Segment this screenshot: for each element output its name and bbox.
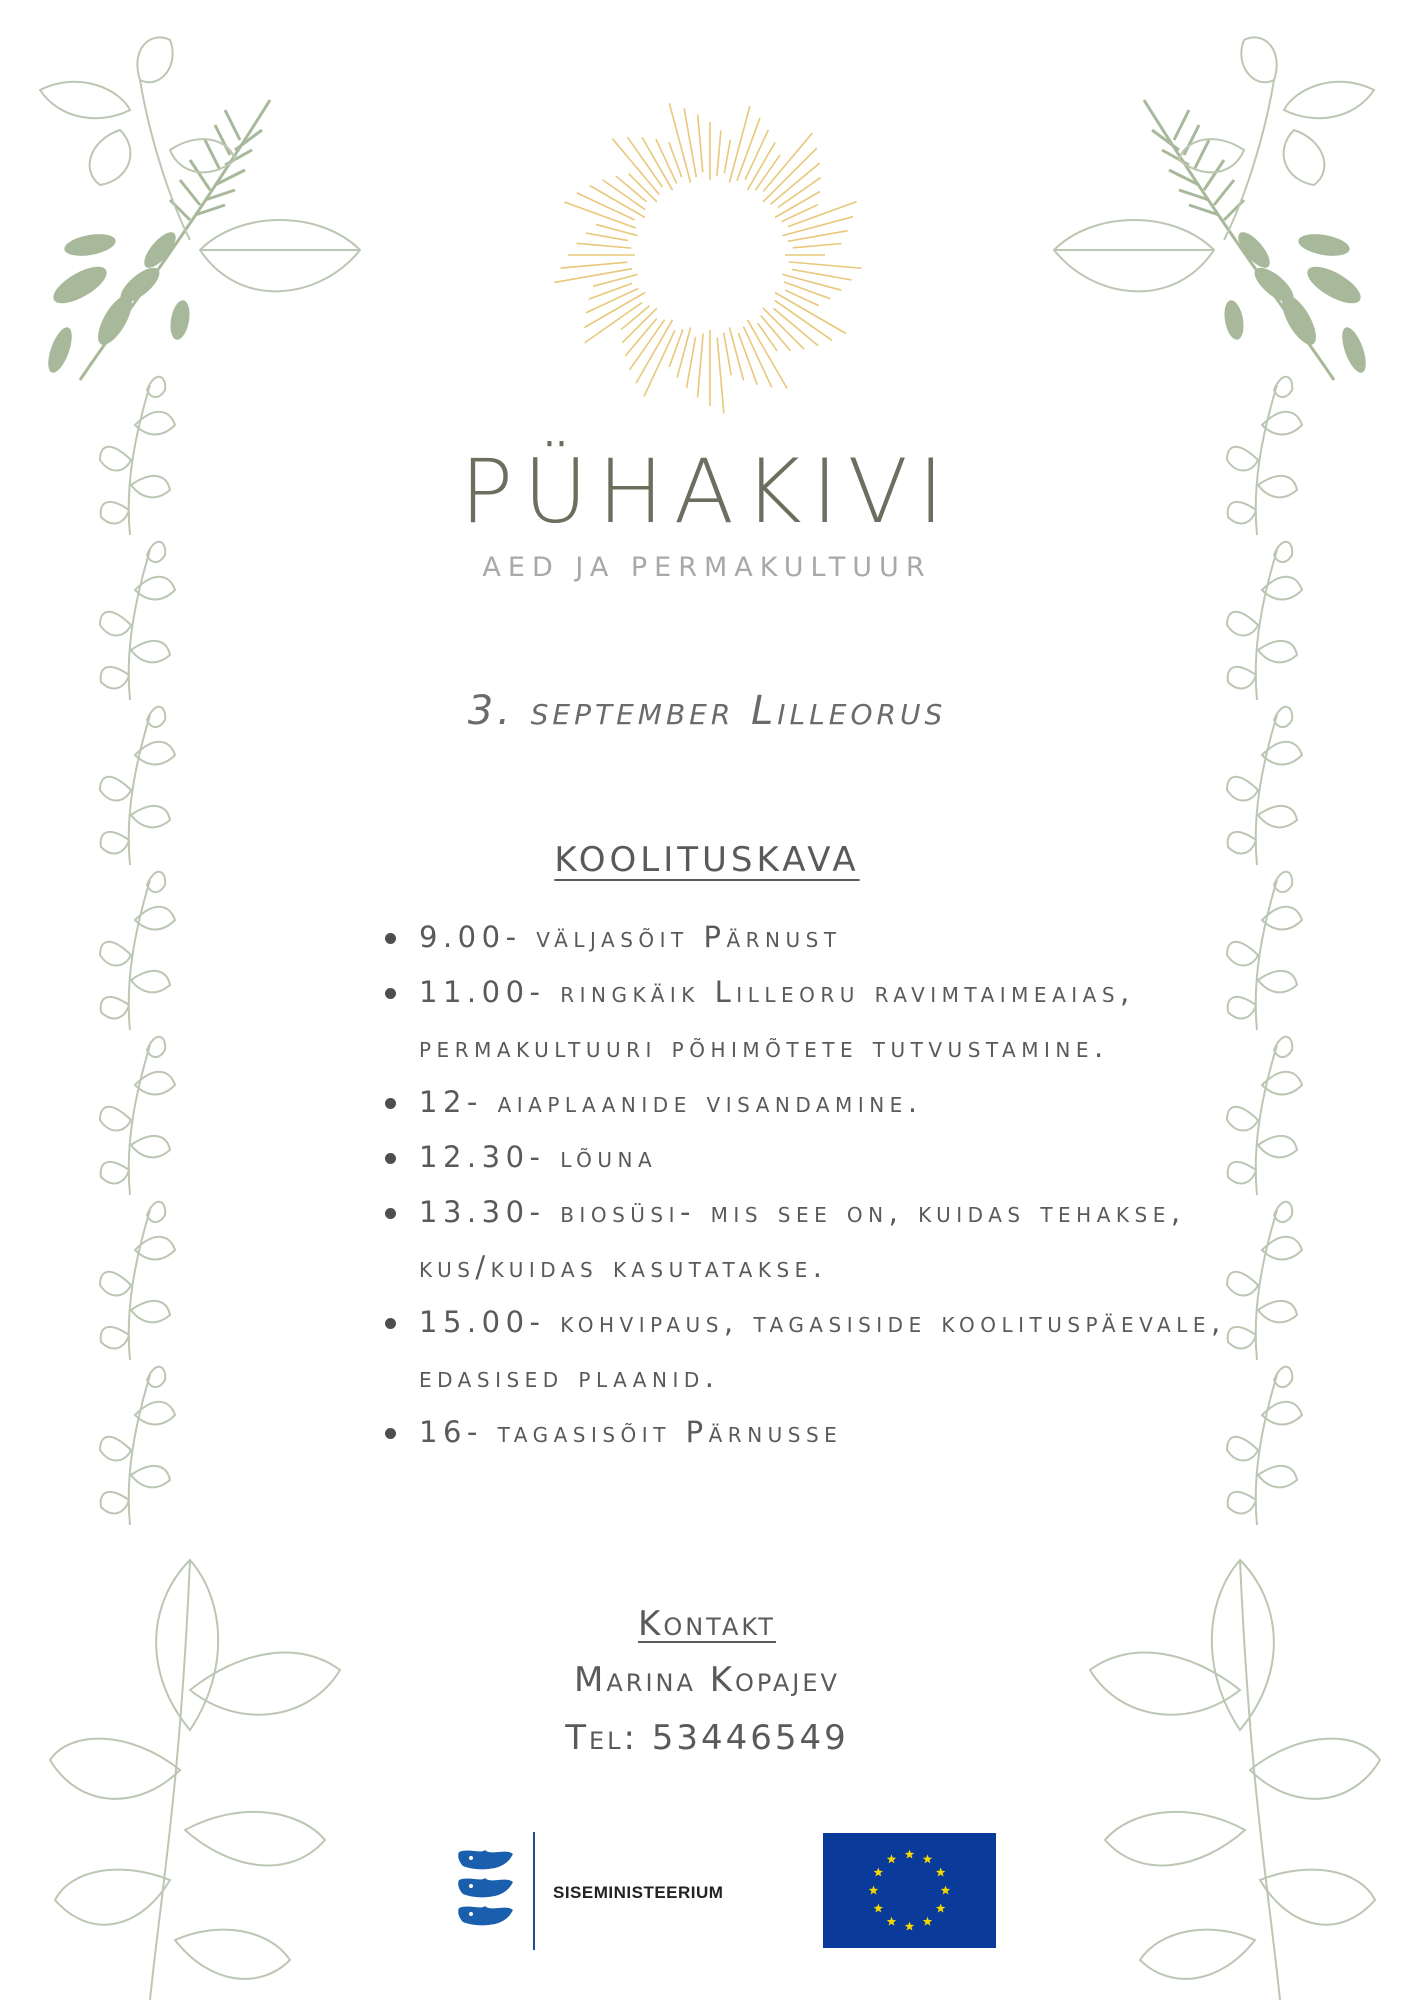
bullet-icon — [385, 1208, 396, 1219]
list-item: 11.00- ringkäik Lilleoru ravimtaimeaias, permakultuuri põhimõtete tutvustamine. — [375, 965, 1235, 1075]
schedule-heading: KOOLITUSKAVA — [554, 840, 860, 880]
sun-burst-icon — [540, 90, 880, 420]
three-lions-coat-of-arms-icon — [455, 1848, 517, 1932]
foliage-top-right-icon — [1014, 20, 1394, 400]
list-item: 16- tagasisõit Pärnusse — [375, 1405, 1235, 1460]
page-title: PÜHAKIVI — [460, 440, 954, 543]
event-date: 3. september Lilleorus — [467, 688, 947, 734]
bullet-icon — [385, 1428, 396, 1439]
eu-flag-icon — [823, 1833, 996, 1948]
list-item: 9.00- väljasõit Pärnust — [375, 910, 1235, 965]
bullet-icon — [385, 988, 396, 999]
schedule-list — [375, 910, 1235, 1460]
contact-phone: Tel: 53446549 — [565, 1718, 849, 1758]
ministry-name: SISEMINISTEERIUM — [553, 1883, 724, 1902]
page-subtitle: AED JA PERMAKULTUUR — [482, 552, 932, 583]
list-item: 15.00- kohvipaus, tagasiside koolituspäevale, edasised plaanid. — [375, 1295, 1235, 1405]
bullet-icon — [385, 1153, 396, 1164]
bullet-icon — [385, 933, 396, 944]
contact-name: Marina Kopajev — [574, 1660, 840, 1700]
list-item: 12.30- lõuna — [375, 1130, 1235, 1185]
ministry-divider — [533, 1832, 535, 1950]
foliage-top-left-icon — [20, 20, 400, 400]
list-item: 12- aiaplaanide visandamine. — [375, 1075, 1235, 1130]
bullet-icon — [385, 1318, 396, 1329]
contact-heading: Kontakt — [638, 1604, 776, 1644]
list-item: 13.30- biosüsi- mis see on, kuidas tehakse, kus/kuidas kasutatakse. — [375, 1185, 1235, 1295]
bullet-icon — [385, 1098, 396, 1109]
